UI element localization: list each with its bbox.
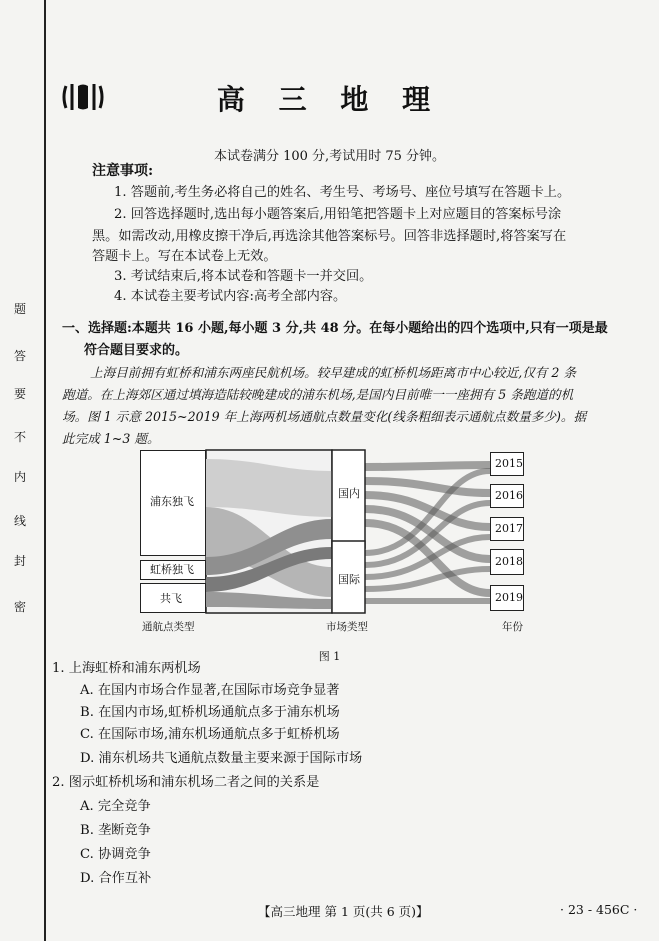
option: B. 垄断竞争 bbox=[80, 823, 151, 838]
question-1-stem: 1. 上海虹桥和浦东两机场 bbox=[52, 661, 201, 676]
node-label: 2018 bbox=[495, 555, 523, 568]
option: A. 完全竞争 bbox=[80, 799, 151, 814]
option: D. 合作互补 bbox=[80, 871, 152, 886]
figure-caption: 图 1 bbox=[318, 650, 341, 663]
node-label: 2016 bbox=[495, 489, 523, 502]
node-label: 浦东独飞 bbox=[150, 495, 194, 508]
option: C. 在国际市场,浦东机场通航点多于虹桥机场 bbox=[80, 727, 340, 742]
option: C. 协调竞争 bbox=[80, 847, 151, 862]
axis-label: 市场类型 bbox=[326, 621, 368, 633]
node-label: 2017 bbox=[495, 522, 523, 535]
margin-char: 要 bbox=[13, 387, 26, 401]
margin-char: 题 bbox=[13, 302, 26, 316]
passage-line: 跑道。在上海郊区通过填海造陆较晚建成的浦东机场,是国内目前唯一一座拥有 5 条跑道的机 bbox=[62, 387, 574, 402]
sankey-figure bbox=[140, 447, 540, 637]
section-heading: 一、选择题:本题共 16 小题,每小题 3 分,共 48 分。在每小题给出的四个选项中,只有一项是最 bbox=[62, 321, 608, 336]
passage-line: 此完成 1~3 题。 bbox=[62, 431, 160, 446]
note-2-cont: 答题卡上。写在本试卷上无效。 bbox=[92, 249, 277, 264]
margin-char: 不 bbox=[13, 430, 26, 444]
node-label: 国际 bbox=[338, 573, 360, 586]
note-4: 4. 本试卷主要考试内容:高考全部内容。 bbox=[114, 289, 347, 304]
margin-char: 内 bbox=[13, 470, 26, 484]
option: B. 在国内市场,虹桥机场通航点多于浦东机场 bbox=[80, 705, 340, 720]
passage-line: 上海目前拥有虹桥和浦东两座民航机场。较早建成的虹桥机场距离市中心较近,仅有 2 条 bbox=[90, 365, 576, 380]
passage-line: 场。图 1 示意 2015~2019 年上海两机场通航点数量变化(线条粗细表示通航点数量多少)。据 bbox=[62, 409, 587, 424]
node-label: 虹桥独飞 bbox=[150, 563, 194, 576]
margin-char: 答 bbox=[13, 349, 26, 363]
question-2-stem: 2. 图示虹桥机场和浦东机场二者之间的关系是 bbox=[52, 775, 320, 790]
node-label: 国内 bbox=[338, 487, 360, 500]
axis-label: 通航点类型 bbox=[142, 621, 195, 633]
exam-code: · 23 - 456C · bbox=[560, 902, 638, 917]
margin-char: 密 bbox=[13, 600, 26, 614]
margin-char: 线 bbox=[13, 514, 26, 528]
margin-char: 封 bbox=[13, 554, 26, 568]
exam-info: 本试卷满分 100 分,考试用时 75 分钟。 bbox=[213, 149, 446, 164]
note-3: 3. 考试结束后,将本试卷和答题卡一并交回。 bbox=[114, 269, 373, 284]
page-footer: 【高三地理 第 1 页(共 6 页)】 bbox=[258, 904, 429, 919]
note-1: 1. 答题前,考生务必将自己的姓名、考生号、考场号、座位号填写在答题卡上。 bbox=[114, 185, 571, 200]
node-label: 2019 bbox=[495, 591, 523, 604]
notes-heading: 注意事项: bbox=[92, 163, 154, 179]
node-label: 共飞 bbox=[160, 592, 182, 605]
note-2: 2. 回答选择题时,选出每小题答案后,用铅笔把答题卡上对应题目的答案标号涂 bbox=[114, 207, 562, 222]
axis-label: 年份 bbox=[502, 621, 523, 633]
page-title: 高 三 地 理 bbox=[216, 83, 443, 116]
node-label: 2015 bbox=[495, 457, 523, 470]
section-heading-cont: 符合题目要求的。 bbox=[84, 343, 189, 358]
binding-line bbox=[44, 0, 46, 941]
option: D. 浦东机场共飞通航点数量主要来源于国际市场 bbox=[80, 751, 363, 766]
note-2-cont: 黑。如需改动,用橡皮擦干净后,再选涂其他答案标号。回答非选择题时,将答案写在 bbox=[92, 229, 567, 244]
option: A. 在国内市场合作显著,在国际市场竞争显著 bbox=[80, 683, 340, 698]
